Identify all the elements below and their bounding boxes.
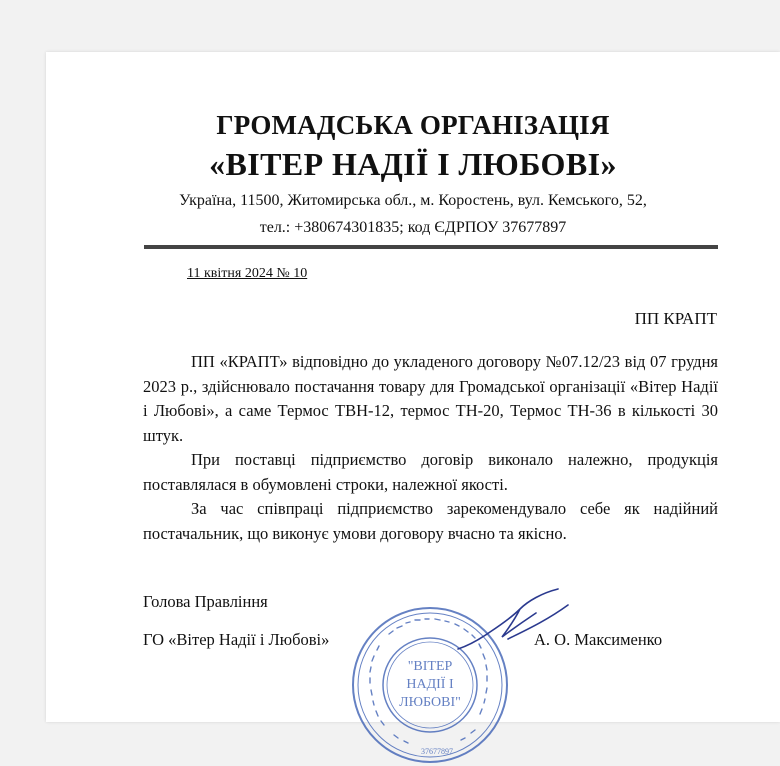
org-address: Україна, 11500, Житомирська обл., м. Коростень, вул. Кемського, 52, [179, 192, 647, 209]
letterhead-divider [144, 245, 718, 249]
org-name-heading: «ВІТЕР НАДІЇ І ЛЮБОВІ» [209, 146, 617, 182]
body-paragraph: При поставці підприємство договір виконало належно, продукція поставлялася в обумовлені строки, належної якості. [143, 450, 718, 494]
signer-organization: ГО «Вітер Надії і Любові» [143, 630, 330, 649]
letter-body [143, 350, 718, 546]
document-date-number: 11 квітня 2024 № 10 [187, 266, 308, 281]
recipient: ПП КРАПТ [634, 309, 717, 328]
stamp-text-line: НАДІЇ І [406, 677, 454, 692]
body-paragraph: За час співпраці підприємство зарекомендувало себе як надійний постачальник, що виконує умови договору вчасно та якісно. [143, 499, 718, 543]
stamp-code: 37677897 [421, 747, 453, 756]
letter-page [46, 52, 780, 756]
org-type-heading: ГРОМАДСЬКА ОРГАНІЗАЦІЯ [216, 110, 610, 140]
stamp-text-line: ЛЮБОВІ" [399, 695, 461, 710]
signer-title: Голова Правління [143, 592, 268, 611]
org-contacts: тел.: +380674301835; код ЄДРПОУ 37677897 [259, 219, 567, 236]
stamp-text-line: "ВІТЕР [407, 659, 453, 674]
handwritten-signature [450, 587, 575, 659]
body-paragraph: ПП «КРАПТ» відповідно до укладеного договору №07.12/23 від 07 грудня 2023 р., здійснювало постачання товару для Громадської організації «Вітер Надії і Любові», а саме Термос ТВН-12, термос ТН-20, Термос ТН-36 в кількості 30 штук. [143, 352, 718, 445]
signer-name: А. О. Максименко [534, 630, 663, 649]
